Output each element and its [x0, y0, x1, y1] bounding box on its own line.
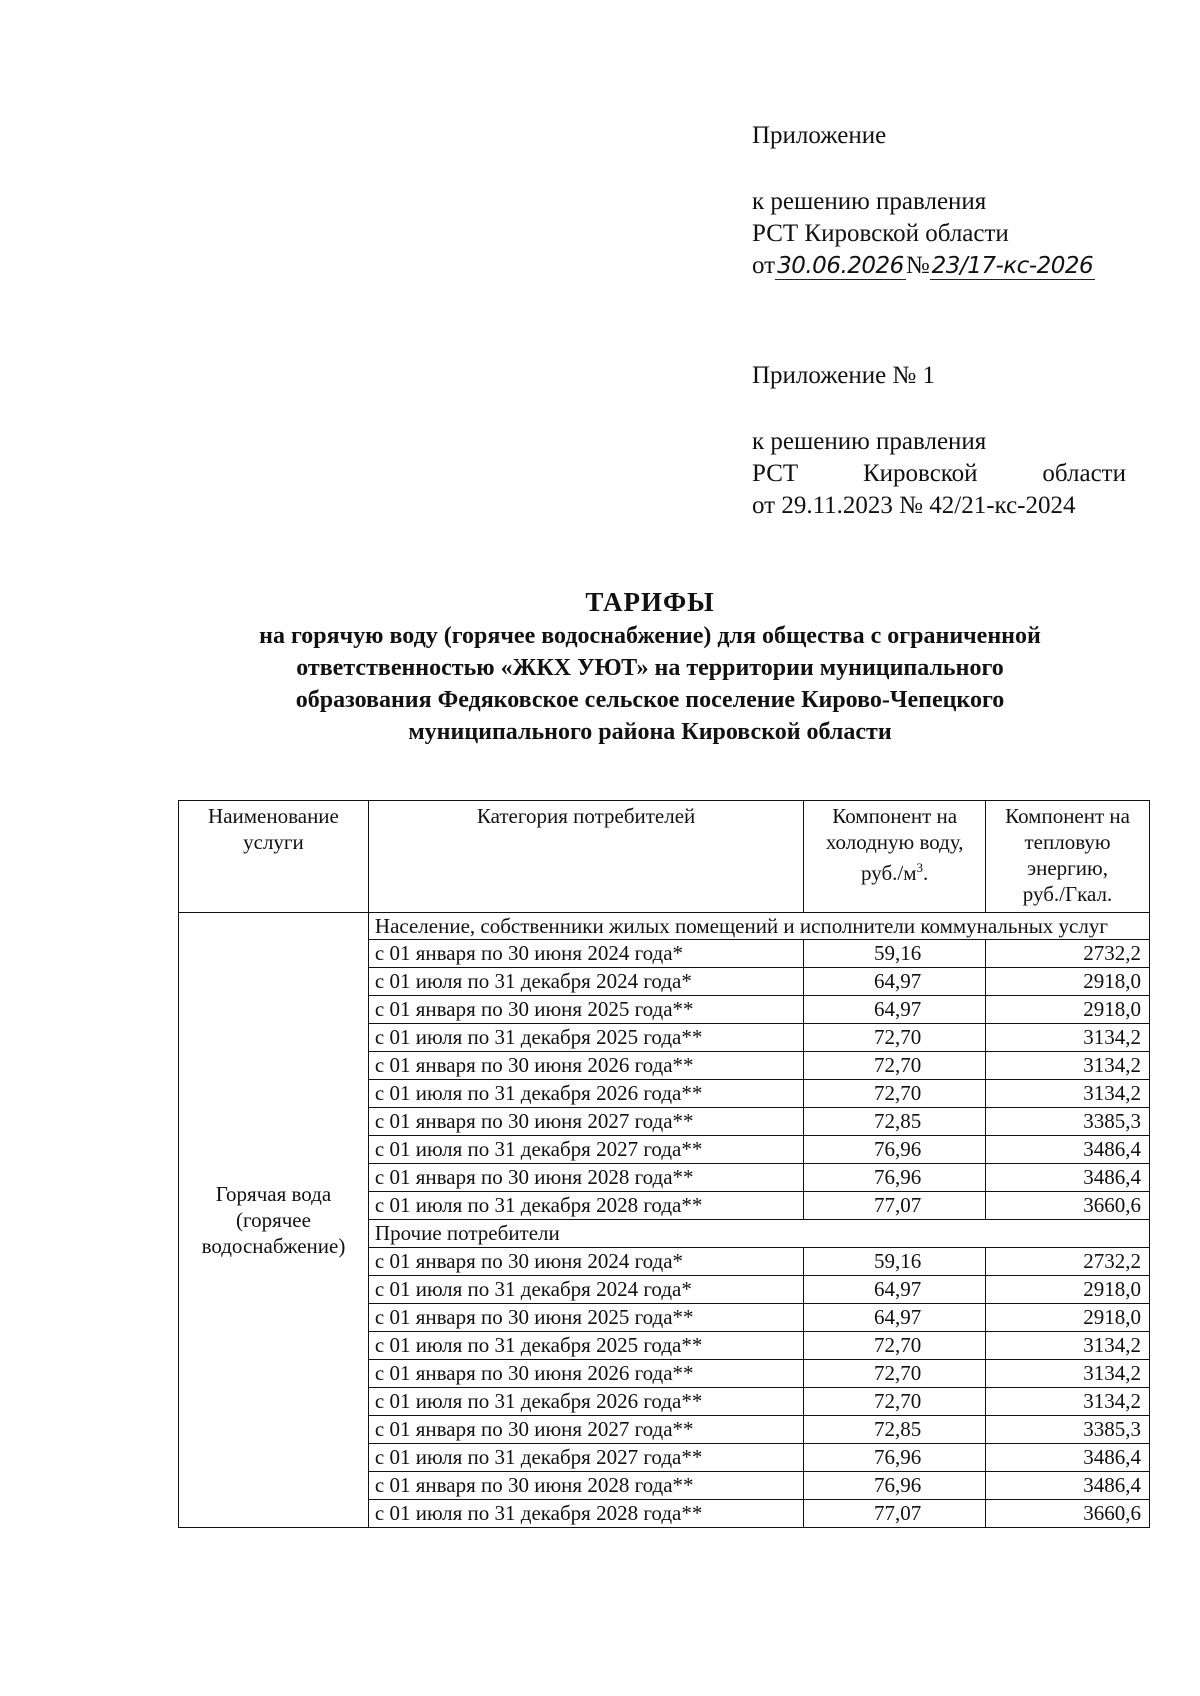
attachment-title: Приложение: [752, 122, 887, 149]
attachment-label-2: [752, 360, 935, 392]
header-text: Категория потребителей: [476, 804, 696, 828]
handwritten-date: 30.06.2026: [777, 253, 904, 279]
service-name-line: (горячее: [235, 1208, 311, 1232]
decision-date-number: от 29.11.2023 № 42/21-кс-2024: [752, 492, 1076, 519]
heat-energy-cell: 3486,4: [986, 1444, 1150, 1472]
period-cell: с 01 января по 30 июня 2024 года*: [368, 940, 803, 968]
heat-energy-cell: 3134,2: [986, 1024, 1150, 1052]
table-header-row: [179, 801, 1150, 913]
from-prefix: от: [752, 252, 776, 279]
cold-water-cell: 77,07: [804, 1500, 986, 1528]
title-line: образования Федяковское сельское поселение Кирово-Чепецкого: [295, 687, 1005, 713]
cold-water-cell: 72,70: [804, 1080, 986, 1108]
header-text: руб./Гкал.: [1022, 882, 1113, 906]
header-service: [179, 801, 369, 913]
period-cell: с 01 января по 30 июня 2025 года**: [368, 996, 803, 1024]
decision-line: к решению правления: [752, 188, 987, 215]
decision-authority: РСТ Кировской области: [752, 220, 1009, 247]
cold-water-cell: 64,97: [804, 1304, 986, 1332]
title-main: ТАРИФЫ: [585, 587, 715, 617]
period-cell: с 01 января по 30 июня 2026 года**: [368, 1360, 803, 1388]
period-cell: с 01 июля по 31 декабря 2027 года**: [368, 1136, 803, 1164]
header-text: услуги: [243, 830, 304, 854]
period-cell: с 01 июля по 31 декабря 2028 года**: [368, 1192, 803, 1220]
period-cell: с 01 января по 30 июня 2028 года**: [368, 1164, 803, 1192]
cold-water-cell: 64,97: [804, 996, 986, 1024]
cold-water-cell: 72,70: [804, 1388, 986, 1416]
heat-energy-cell: 3660,6: [986, 1500, 1150, 1528]
number-sign: №: [905, 252, 930, 279]
decision-date-number: [752, 250, 1095, 282]
authority-word: РСТ: [752, 460, 799, 487]
heat-energy-cell: 3385,3: [986, 1416, 1150, 1444]
period-cell: с 01 января по 30 июня 2027 года**: [368, 1416, 803, 1444]
heat-energy-cell: 2918,0: [986, 1304, 1150, 1332]
cold-water-cell: 77,07: [804, 1192, 986, 1220]
cold-water-cell: 59,16: [804, 940, 986, 968]
period-cell: с 01 января по 30 июня 2027 года**: [368, 1108, 803, 1136]
heat-energy-cell: 3486,4: [986, 1164, 1150, 1192]
heat-energy-cell: 3385,3: [986, 1108, 1150, 1136]
cold-water-cell: 59,16: [804, 1248, 986, 1276]
heat-energy-cell: 3134,2: [986, 1388, 1150, 1416]
cold-water-cell: 72,70: [804, 1024, 986, 1052]
period-cell: с 01 января по 30 июня 2024 года*: [368, 1248, 803, 1276]
decision-reference-2: [752, 426, 1126, 522]
period-cell: с 01 января по 30 июня 2028 года**: [368, 1472, 803, 1500]
attachment-title-2: Приложение № 1: [752, 362, 936, 389]
header-cold-water: [804, 801, 986, 913]
period-cell: с 01 июля по 31 декабря 2025 года**: [368, 1024, 803, 1052]
consumer-group-label: Прочие потребители: [368, 1220, 1149, 1248]
service-name-cell: [179, 913, 369, 1528]
cold-water-cell: 72,70: [804, 1360, 986, 1388]
header-text: Компонент на: [832, 804, 958, 828]
heat-energy-cell: 3134,2: [986, 1052, 1150, 1080]
period-cell: с 01 января по 30 июня 2026 года**: [368, 1052, 803, 1080]
heat-energy-cell: 2732,2: [986, 940, 1150, 968]
handwritten-number: 23/17-кс-2026: [931, 253, 1094, 279]
service-name-line: Горячая вода: [215, 1182, 332, 1206]
period-cell: с 01 июля по 31 декабря 2024 года*: [368, 968, 803, 996]
unit-text: руб./м: [861, 861, 917, 885]
title-line: муниципального района Кировской области: [408, 719, 892, 745]
cold-water-cell: 72,70: [804, 1332, 986, 1360]
header-text: тепловую: [1024, 830, 1111, 854]
unit-superscript: 3: [916, 860, 924, 875]
period-cell: с 01 июля по 31 декабря 2028 года**: [368, 1500, 803, 1528]
cold-water-cell: 76,96: [804, 1472, 986, 1500]
heat-energy-cell: 3134,2: [986, 1080, 1150, 1108]
heat-energy-cell: 3134,2: [986, 1360, 1150, 1388]
consumer-group-label: Население, собственники жилых помещений и исполнители коммунальных услуг: [368, 913, 1149, 940]
title-line: на горячую воду (горячее водоснабжение) для общества с ограниченной: [259, 623, 1041, 649]
heat-energy-cell: 3486,4: [986, 1472, 1150, 1500]
heat-energy-cell: 2918,0: [986, 996, 1150, 1024]
header-text: [810, 855, 979, 886]
cold-water-cell: 64,97: [804, 968, 986, 996]
group-row: [179, 913, 1150, 940]
unit-dot: .: [923, 861, 929, 885]
cold-water-cell: 76,96: [804, 1164, 986, 1192]
title-line: ответственностью «ЖКХ УЮТ» на территории муниципального: [296, 655, 1004, 681]
period-cell: с 01 июля по 31 декабря 2024 года*: [368, 1276, 803, 1304]
heat-energy-cell: 2918,0: [986, 968, 1150, 996]
heat-energy-cell: 2732,2: [986, 1248, 1150, 1276]
authority-word: Кировской: [863, 460, 978, 487]
period-cell: с 01 июля по 31 декабря 2027 года**: [368, 1444, 803, 1472]
header-category: [368, 801, 803, 913]
decision-reference-1: [752, 186, 1095, 282]
header-text: холодную воду,: [825, 830, 964, 854]
header-text: Компонент на: [1005, 804, 1130, 828]
cold-water-cell: 72,70: [804, 1052, 986, 1080]
period-cell: с 01 января по 30 июня 2025 года**: [368, 1304, 803, 1332]
cold-water-cell: 76,96: [804, 1444, 986, 1472]
period-cell: с 01 июля по 31 декабря 2026 года**: [368, 1080, 803, 1108]
decision-authority: [752, 458, 1126, 490]
period-cell: с 01 июля по 31 декабря 2025 года**: [368, 1332, 803, 1360]
cold-water-cell: 64,97: [804, 1276, 986, 1304]
heat-energy-cell: 3660,6: [986, 1192, 1150, 1220]
authority-word: области: [1042, 460, 1126, 487]
heat-energy-cell: 2918,0: [986, 1276, 1150, 1304]
document-title: [150, 584, 1150, 748]
header-text: Наименование: [208, 804, 339, 828]
cold-water-cell: 72,85: [804, 1108, 986, 1136]
attachment-label: [752, 120, 886, 152]
period-cell: с 01 июля по 31 декабря 2026 года**: [368, 1388, 803, 1416]
heat-energy-cell: 3134,2: [986, 1332, 1150, 1360]
decision-line: к решению правления: [752, 428, 987, 455]
service-name-line: водоснабжение): [201, 1234, 346, 1258]
tariff-table: [178, 800, 1150, 1528]
table-body: [179, 913, 1150, 1528]
header-heat-energy: [986, 801, 1150, 913]
header-text: энергию,: [1027, 856, 1108, 880]
cold-water-cell: 72,85: [804, 1416, 986, 1444]
cold-water-cell: 76,96: [804, 1136, 986, 1164]
heat-energy-cell: 3486,4: [986, 1136, 1150, 1164]
